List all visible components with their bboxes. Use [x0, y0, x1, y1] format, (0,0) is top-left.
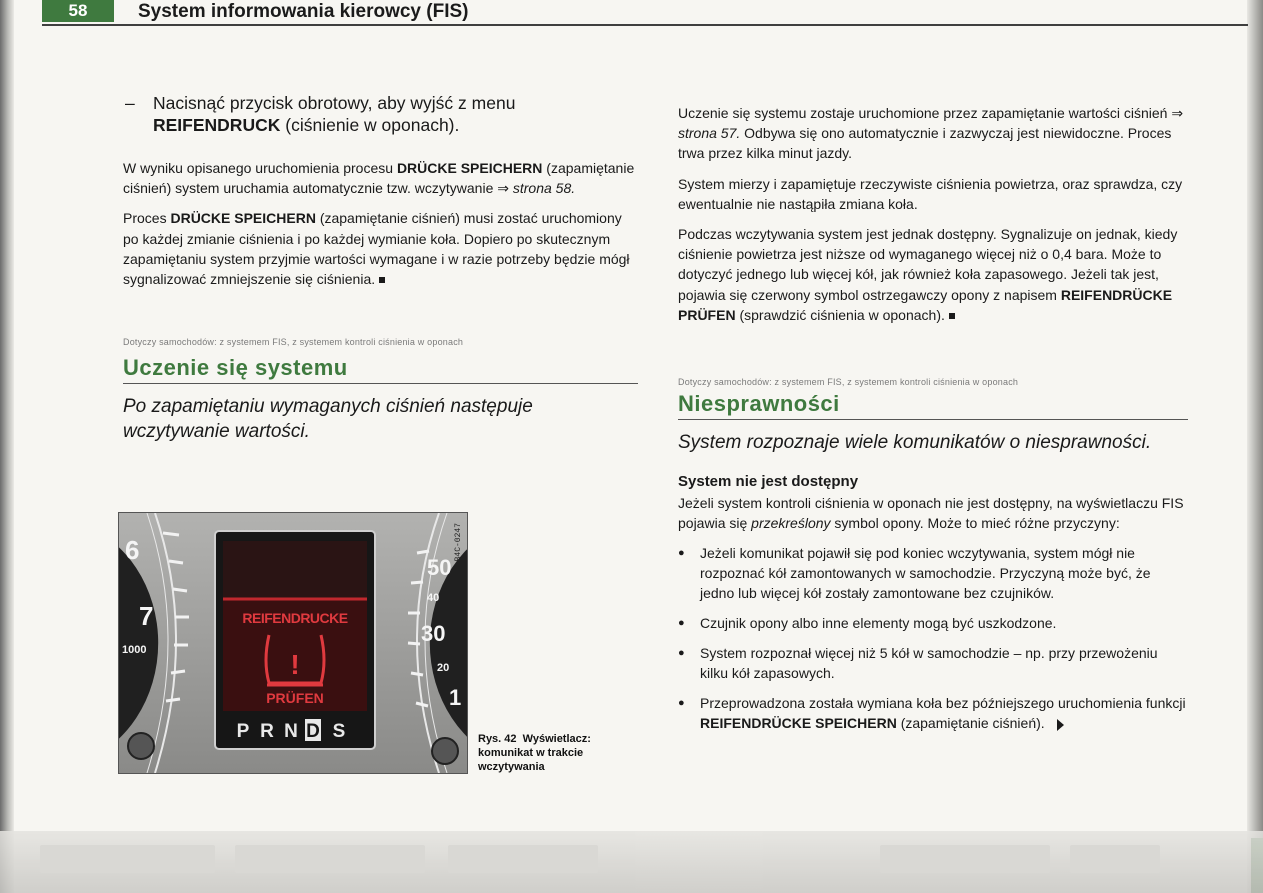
list-item: ● Jeżeli komunikat pojawił się pod koniec wczytywania, system mógł nie rozpoznać kół zamontowanych w samochodzie. Przyczyną może być, że jedno lub więcej kół zostały zamontowane bez czujników.	[678, 543, 1188, 603]
paragraph-learning-start: Uczenie się systemu zostaje uruchomione przez zapamiętanie wartości ciśnień ⇒ strona 57. Odbywa się ono automatycznie i zazwyczaj jest niewidoczne. Proces trwa przez kilka minut jazdy.	[678, 105, 1184, 162]
continued-arrow-icon	[1057, 719, 1064, 731]
end-of-section-mark	[379, 277, 385, 283]
section-rule	[123, 383, 638, 384]
gear-d-selected: D	[306, 721, 320, 742]
gear-n: N	[284, 721, 298, 742]
paragraph-system-unavailable: Jeżeli system kontroli ciśnienia w oponach nie jest dostępny, na wyświetlaczu FIS pojawia się przekreślony symbol opony. Może to mieć różne przyczyny:	[678, 495, 1184, 532]
instrument-cluster-illustration	[119, 513, 467, 773]
gear-p: P	[236, 721, 250, 742]
list-item: ● Czujnik opony albo inne elementy mogą być uszkodzone.	[678, 613, 1188, 633]
display-text-prufen: PRÜFEN	[266, 690, 324, 706]
figure-caption	[478, 732, 638, 774]
paragraph-during-learning: Podczas wczytywania system jest jednak dostępny. Sygnalizuje on jednak, kiedy ciśnienie powietrza jest niższe od wymaganego więcej niż o 0,4 bara. Może to dotyczyć jednego lub więcej kół, jak również koła zapasowego. Jeżeli tak jest, pojawia się czerwony symbol ostrzegawczy opony z napisem REIFENDRÜCKE PRÜFEN (sprawdzić ciśnienia w oponach).	[678, 226, 1178, 323]
right-column	[678, 103, 1188, 743]
bottom-bleed-strip	[0, 831, 1263, 893]
applicability-note: Dotyczy samochodów: z systemem FIS, z systemem kontroli ciśnienia w oponach	[678, 377, 1019, 388]
list-item: ● System rozpoznał więcej niż 5 kół w samochodzie – np. przy przewożeniu kilku kół zapasowych.	[678, 643, 1188, 683]
causes-list	[678, 543, 1188, 733]
applicability-note: Dotyczy samochodów: z systemem FIS, z systemem kontroli ciśnienia w oponach	[123, 337, 464, 348]
section-intro-learning: Po zapamiętaniu wymaganych ciśnień następuje wczytywanie wartości.	[123, 396, 533, 443]
end-of-section-mark	[949, 313, 955, 319]
section-rule	[678, 419, 1188, 420]
tacho-label-1000: 1000	[122, 644, 147, 656]
tire-warning-exclamation: !	[290, 649, 300, 680]
step-menu-name: REIFENDRUCK	[153, 115, 281, 135]
page-header	[14, 0, 1248, 26]
speedo-label-30: 30	[421, 621, 446, 646]
gear-s: S	[332, 721, 346, 742]
step-text-end: (ciśnienie w oponach).	[285, 115, 460, 135]
left-column	[123, 92, 638, 444]
figure-caption-label: Rys. 42	[478, 733, 517, 745]
speedo-label-40: 40	[427, 592, 440, 604]
paragraph-drucke-speichern: Proces DRÜCKE SPEICHERN (zapamiętanie ciśnień) musi zostać uruchomiony po każdej zmianie ciśnienia i po każdej wymianie koła. Dopiero po skutecznym zapamiętaniu system przyjmie wartości wymagane i w razie potrzeby będzie mógł sygnalizować zmniejszenie się ciśnienia.	[123, 210, 630, 288]
page-number: 58	[42, 0, 114, 22]
speedo-label-50: 50	[427, 555, 452, 580]
display-text-reifendrucke: REIFENDRUCKE	[242, 610, 348, 626]
header-rule	[42, 24, 1248, 26]
section-title-learning: Uczenie się systemu	[123, 355, 348, 381]
figure-caption-text: Wyświetlacz: komunikat w trakcie wczytywania	[478, 733, 591, 773]
section-title-faults: Niesprawności	[678, 391, 840, 417]
figure-code: B4C-0247	[454, 523, 463, 562]
speedo-label-1: 1	[449, 685, 462, 710]
speedo-label-20: 20	[437, 662, 450, 674]
page-binding-shadow	[0, 0, 14, 893]
paragraph-start-process: W wyniku opisanego uruchomienia procesu DRÜCKE SPEICHERN (zapamiętanie ciśnień) system uruchamia automatycznie tzw. wczytywanie ⇒ strona 58.	[123, 160, 635, 197]
left-knob-icon	[128, 733, 154, 759]
instruction-step: – Nacisnąć przycisk obrotowy, aby wyjść z menu REIFENDRUCK (ciśnienie w oponach).	[125, 93, 516, 135]
paragraph-measures: System mierzy i zapamiętuje rzeczywiste ciśnienia powietrza, oraz sprawdza, czy ewentualnie nie nastąpiła zmiana koła.	[678, 175, 1183, 212]
gear-r: R	[260, 721, 274, 742]
tacho-label-6: 6	[125, 535, 140, 565]
page-edge-shadow	[1247, 0, 1263, 893]
step-text: Nacisnąć przycisk obrotowy, aby wyjść z menu	[153, 93, 516, 113]
list-item: ● Przeprowadzona została wymiana koła bez późniejszego uruchomienia funkcji REIFENDRÜCKE SPEICHERN (zapamiętanie ciśnień).	[678, 693, 1188, 733]
figure-instrument-cluster	[118, 512, 468, 774]
section-intro-faults: System rozpoznaje wiele komunikatów o niesprawności.	[678, 432, 1152, 454]
right-knob-icon	[432, 738, 458, 764]
subhead-system-unavailable: System nie jest dostępny	[678, 473, 859, 491]
tacho-label-7: 7	[139, 601, 154, 631]
chapter-title: System informowania kierowcy (FIS)	[138, 1, 469, 22]
